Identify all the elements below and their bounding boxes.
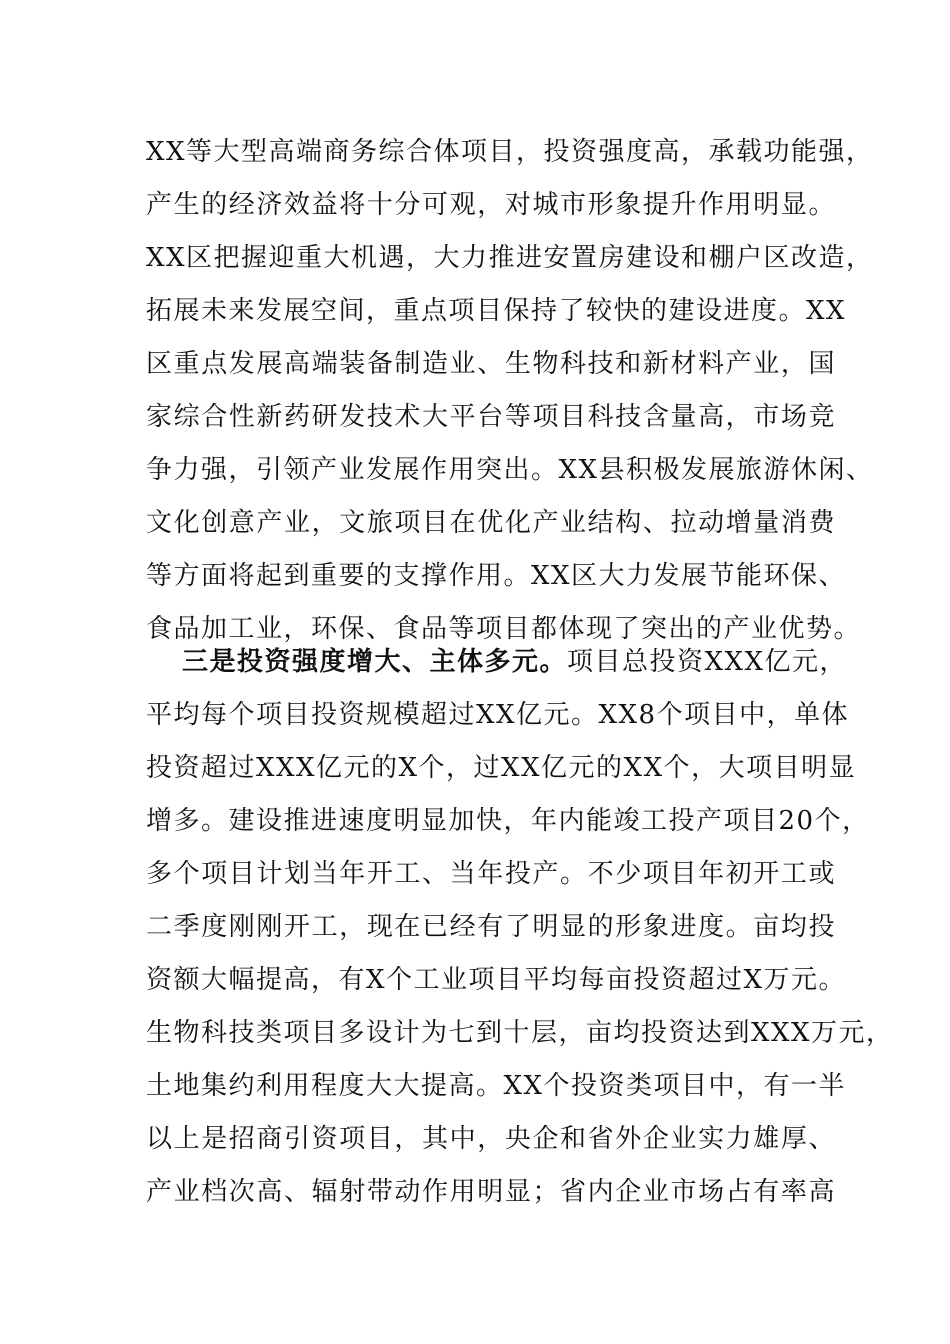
paragraph-line: XX区把握迎重大机遇，大力推进安置房建设和棚户区改造， — [146, 243, 874, 273]
paragraph-line: 资额大幅提高，有X个工业项目平均每亩投资超过X万元。 — [146, 965, 847, 995]
paragraph-line: 生物科技类项目多设计为七到十层，亩均投资达到XXX万元， — [146, 1018, 894, 1048]
paragraph-line: 拓展未来发展空间，重点项目保持了较快的建设进度。XX — [146, 296, 847, 326]
paragraph-line: 产生的经济效益将十分可观，对城市形象提升作用明显。 — [146, 190, 836, 220]
paragraph-line: 平均每个项目投资规模超过XX亿元。XX8个项目中，单体 — [146, 700, 850, 730]
paragraph-line-rest: 项目总投资XXX亿元， — [567, 647, 848, 677]
section-heading: 三是投资强度增大、主体多元。 — [182, 647, 568, 677]
paragraph-1 — [146, 126, 874, 656]
paragraph-line: 区重点发展高端装备制造业、生物科技和新材料产业，国 — [146, 349, 836, 379]
paragraph-line: 二季度刚刚开工，现在已经有了明显的形象进度。亩均投 — [146, 912, 836, 942]
paragraph-line: 多个项目计划当年开工、当年投产。不少项目年初开工或 — [146, 859, 836, 889]
paragraph-line: 家综合性新药研发技术大平台等项目科技含量高，市场竞 — [146, 402, 836, 432]
paragraph-line: 文化创意产业，文旅项目在优化产业结构、拉动增量消费 — [146, 508, 836, 538]
paragraph-line: 等方面将起到重要的支撑作用。XX区大力发展节能环保、 — [146, 561, 847, 591]
paragraph-2 — [146, 636, 894, 1219]
paragraph-line: 产业档次高、辐射带动作用明显；省内企业市场占有率高 — [146, 1177, 836, 1207]
paragraph-line: 增多。建设推进速度明显加快，年内能竣工投产项目20个， — [146, 806, 870, 836]
paragraph-line: 投资超过XXX亿元的X个，过XX亿元的XX个，大项目明显 — [146, 753, 857, 783]
paragraph-line: 食品加工业，环保、食品等项目都体现了突出的产业优势。 — [146, 614, 862, 644]
paragraph-line: XX等大型高端商务综合体项目，投资强度高，承载功能强， — [146, 137, 874, 167]
paragraph-line: 土地集约利用程度大大提高。XX个投资类项目中，有一半 — [146, 1071, 847, 1101]
paragraph-first-line — [146, 636, 848, 689]
paragraph-line: 以上是招商引资项目，其中，央企和省外企业实力雄厚、 — [146, 1124, 836, 1154]
paragraph-line: 争力强，引领产业发展作用突出。XX县积极发展旅游休闲、 — [146, 455, 874, 485]
